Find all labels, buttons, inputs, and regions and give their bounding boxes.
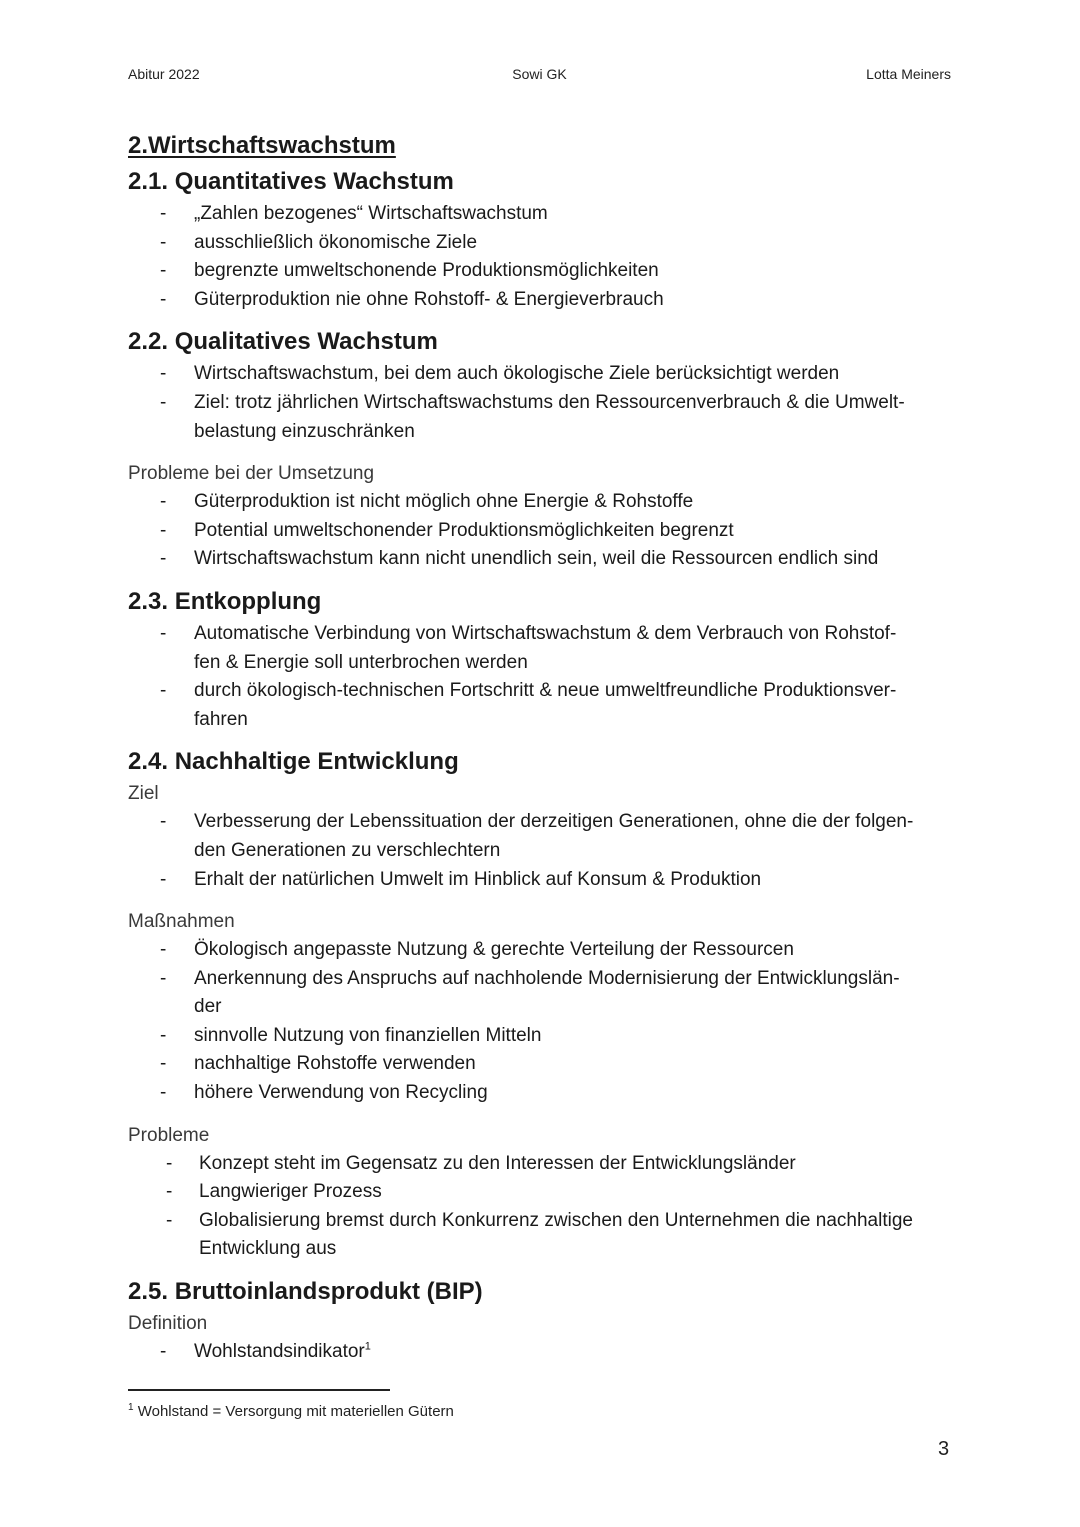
list-item-text: Konzept steht im Gegensatz zu den Interessen der Entwicklungsländer	[199, 1152, 796, 1174]
list-item	[128, 545, 958, 574]
header-left: Abitur 2022	[128, 66, 200, 82]
list-item-text: Ziel: trotz jährlichen Wirtschaftswachstums den Ressourcenverbrauch & die Umwelt- belastung einzuschränken	[194, 391, 905, 442]
dash-bullet: -	[160, 680, 167, 702]
list-item-text: durch ökologisch-technischen Fortschritt & neue umweltfreundliche Produktionsver- fahren	[194, 680, 897, 730]
list-item-text: Güterproduktion nie ohne Rohstoff- & Energieverbrauch	[194, 288, 664, 310]
page-number: 3	[938, 1438, 950, 1460]
dash-bullet: -	[166, 1152, 173, 1174]
list-item-text: Anerkennung des Anspruchs auf nachholende Modernisierung der Entwicklungslän- der	[194, 967, 900, 1018]
list-item-text: Globalisierung bremst durch Konkurrenz zwischen den Unternehmen die nachhaltige Entwicklung aus	[199, 1209, 913, 1260]
list-item-text: Automatische Verbindung von Wirtschaftswachstum & dem Verbrauch von Rohstof- fen & Energie soll unterbrochen werden	[194, 622, 897, 673]
list-item-text: Wohlstandsindikator	[194, 1341, 365, 1363]
list-item	[128, 389, 958, 446]
footnote-divider	[128, 1389, 390, 1391]
footnote-text: Wohlstand = Versorgung mit materiellen Gütern	[137, 1403, 454, 1420]
list-item-text: Wirtschaftswachstum, bei dem auch ökologische Ziele berücksichtigt werden	[194, 363, 840, 385]
list-problems	[128, 1150, 958, 1264]
list-item	[128, 1022, 958, 1051]
list-implementation-problems	[128, 488, 958, 574]
list-item	[128, 620, 958, 677]
dash-bullet: -	[160, 231, 167, 253]
list-item-text: ausschließlich ökonomische Ziele	[194, 231, 478, 253]
dash-bullet: -	[160, 491, 167, 513]
list-item	[128, 1150, 958, 1179]
list-quantitative	[128, 200, 958, 314]
list-item-text: Verbesserung der Lebenssituation der derzeitigen Generationen, ohne die der folgen- den Generationen zu verschlechtern	[194, 811, 914, 861]
footnote-reference[interactable]: 1	[364, 1340, 371, 1353]
section-title-2-5: 2.5. Bruttoinlandsprodukt (BIP)	[128, 1278, 483, 1306]
list-item	[128, 1178, 958, 1207]
definition-label: Definition	[128, 1313, 208, 1335]
dash-bullet: -	[160, 1082, 167, 1104]
page-header	[128, 66, 951, 86]
list-item-text: „Zahlen bezogenes“ Wirtschaftswachstum	[194, 203, 548, 224]
page-content	[128, 128, 958, 1367]
dash-bullet: -	[160, 519, 167, 541]
list-item-text: Wirtschaftswachstum kann nicht unendlich sein, weil die Ressourcen endlich sind	[194, 548, 879, 570]
dash-bullet: -	[166, 1181, 173, 1203]
measures-label: Maßnahmen	[128, 911, 235, 933]
dash-bullet: -	[160, 868, 167, 890]
list-item	[128, 229, 958, 258]
chapter-title: 2.Wirtschaftswachstum	[128, 132, 396, 159]
list-item	[128, 677, 958, 734]
dash-bullet: -	[160, 260, 167, 282]
list-item-text: Erhalt der natürlichen Umwelt im Hinblick auf Konsum & Produktion	[194, 868, 762, 890]
dash-bullet: -	[160, 363, 167, 385]
footnote-marker: 1	[128, 1402, 134, 1413]
section-title-2-4: 2.4. Nachhaltige Entwicklung	[128, 748, 459, 776]
list-item-text: sinnvolle Nutzung von finanziellen Mitteln	[194, 1024, 542, 1046]
dash-bullet: -	[160, 811, 167, 833]
section-title-2-1: 2.1. Quantitatives Wachstum	[128, 168, 454, 195]
section-title-2-2: 2.2. Qualitatives Wachstum	[128, 328, 438, 356]
list-item	[128, 808, 958, 865]
list-item	[128, 257, 958, 286]
list-item-text: begrenzte umweltschonende Produktionsmöglichkeiten	[194, 260, 659, 282]
list-item	[128, 517, 958, 546]
dash-bullet: -	[160, 391, 167, 413]
list-item-text: nachhaltige Rohstoffe verwenden	[194, 1053, 476, 1075]
footnote	[128, 1403, 454, 1420]
dash-bullet: -	[160, 967, 167, 989]
header-center: Sowi GK	[512, 66, 567, 82]
dash-bullet: -	[160, 288, 167, 310]
list-measures	[128, 936, 958, 1108]
dash-bullet: -	[160, 203, 167, 224]
dash-bullet: -	[160, 1053, 167, 1075]
list-item	[128, 488, 958, 517]
list-goals	[128, 808, 958, 894]
list-item	[128, 1050, 958, 1079]
list-item-text: Ökologisch angepasste Nutzung & gerechte Verteilung der Ressourcen	[194, 939, 794, 961]
problems-label: Probleme	[128, 1124, 210, 1146]
list-definition	[128, 1338, 958, 1367]
dash-bullet: -	[166, 1209, 173, 1231]
list-item	[128, 1338, 958, 1367]
dash-bullet: -	[160, 548, 167, 570]
list-item	[128, 936, 958, 965]
list-item-text: höhere Verwendung von Recycling	[194, 1082, 488, 1104]
list-decoupling	[128, 620, 958, 734]
list-item	[128, 1079, 958, 1108]
dash-bullet: -	[160, 939, 167, 961]
list-qualitative	[128, 360, 958, 446]
dash-bullet: -	[160, 1024, 167, 1046]
list-item	[128, 360, 958, 389]
list-item	[128, 1207, 958, 1264]
list-item-text: Langwieriger Prozess	[199, 1181, 382, 1203]
dash-bullet: -	[160, 622, 167, 644]
dash-bullet: -	[160, 1341, 167, 1363]
list-item	[128, 965, 958, 1022]
goal-label: Ziel	[128, 783, 159, 805]
header-right: Lotta Meiners	[866, 66, 951, 82]
problems-implementation-label: Probleme bei der Umsetzung	[128, 463, 375, 485]
section-title-2-3: 2.3. Entkopplung	[128, 587, 322, 615]
list-item-text: Güterproduktion ist nicht möglich ohne Energie & Rohstoffe	[194, 491, 694, 513]
list-item	[128, 866, 958, 895]
list-item	[128, 200, 958, 229]
list-item	[128, 286, 958, 315]
list-item-text: Potential umweltschonender Produktionsmöglichkeiten begrenzt	[194, 519, 734, 541]
